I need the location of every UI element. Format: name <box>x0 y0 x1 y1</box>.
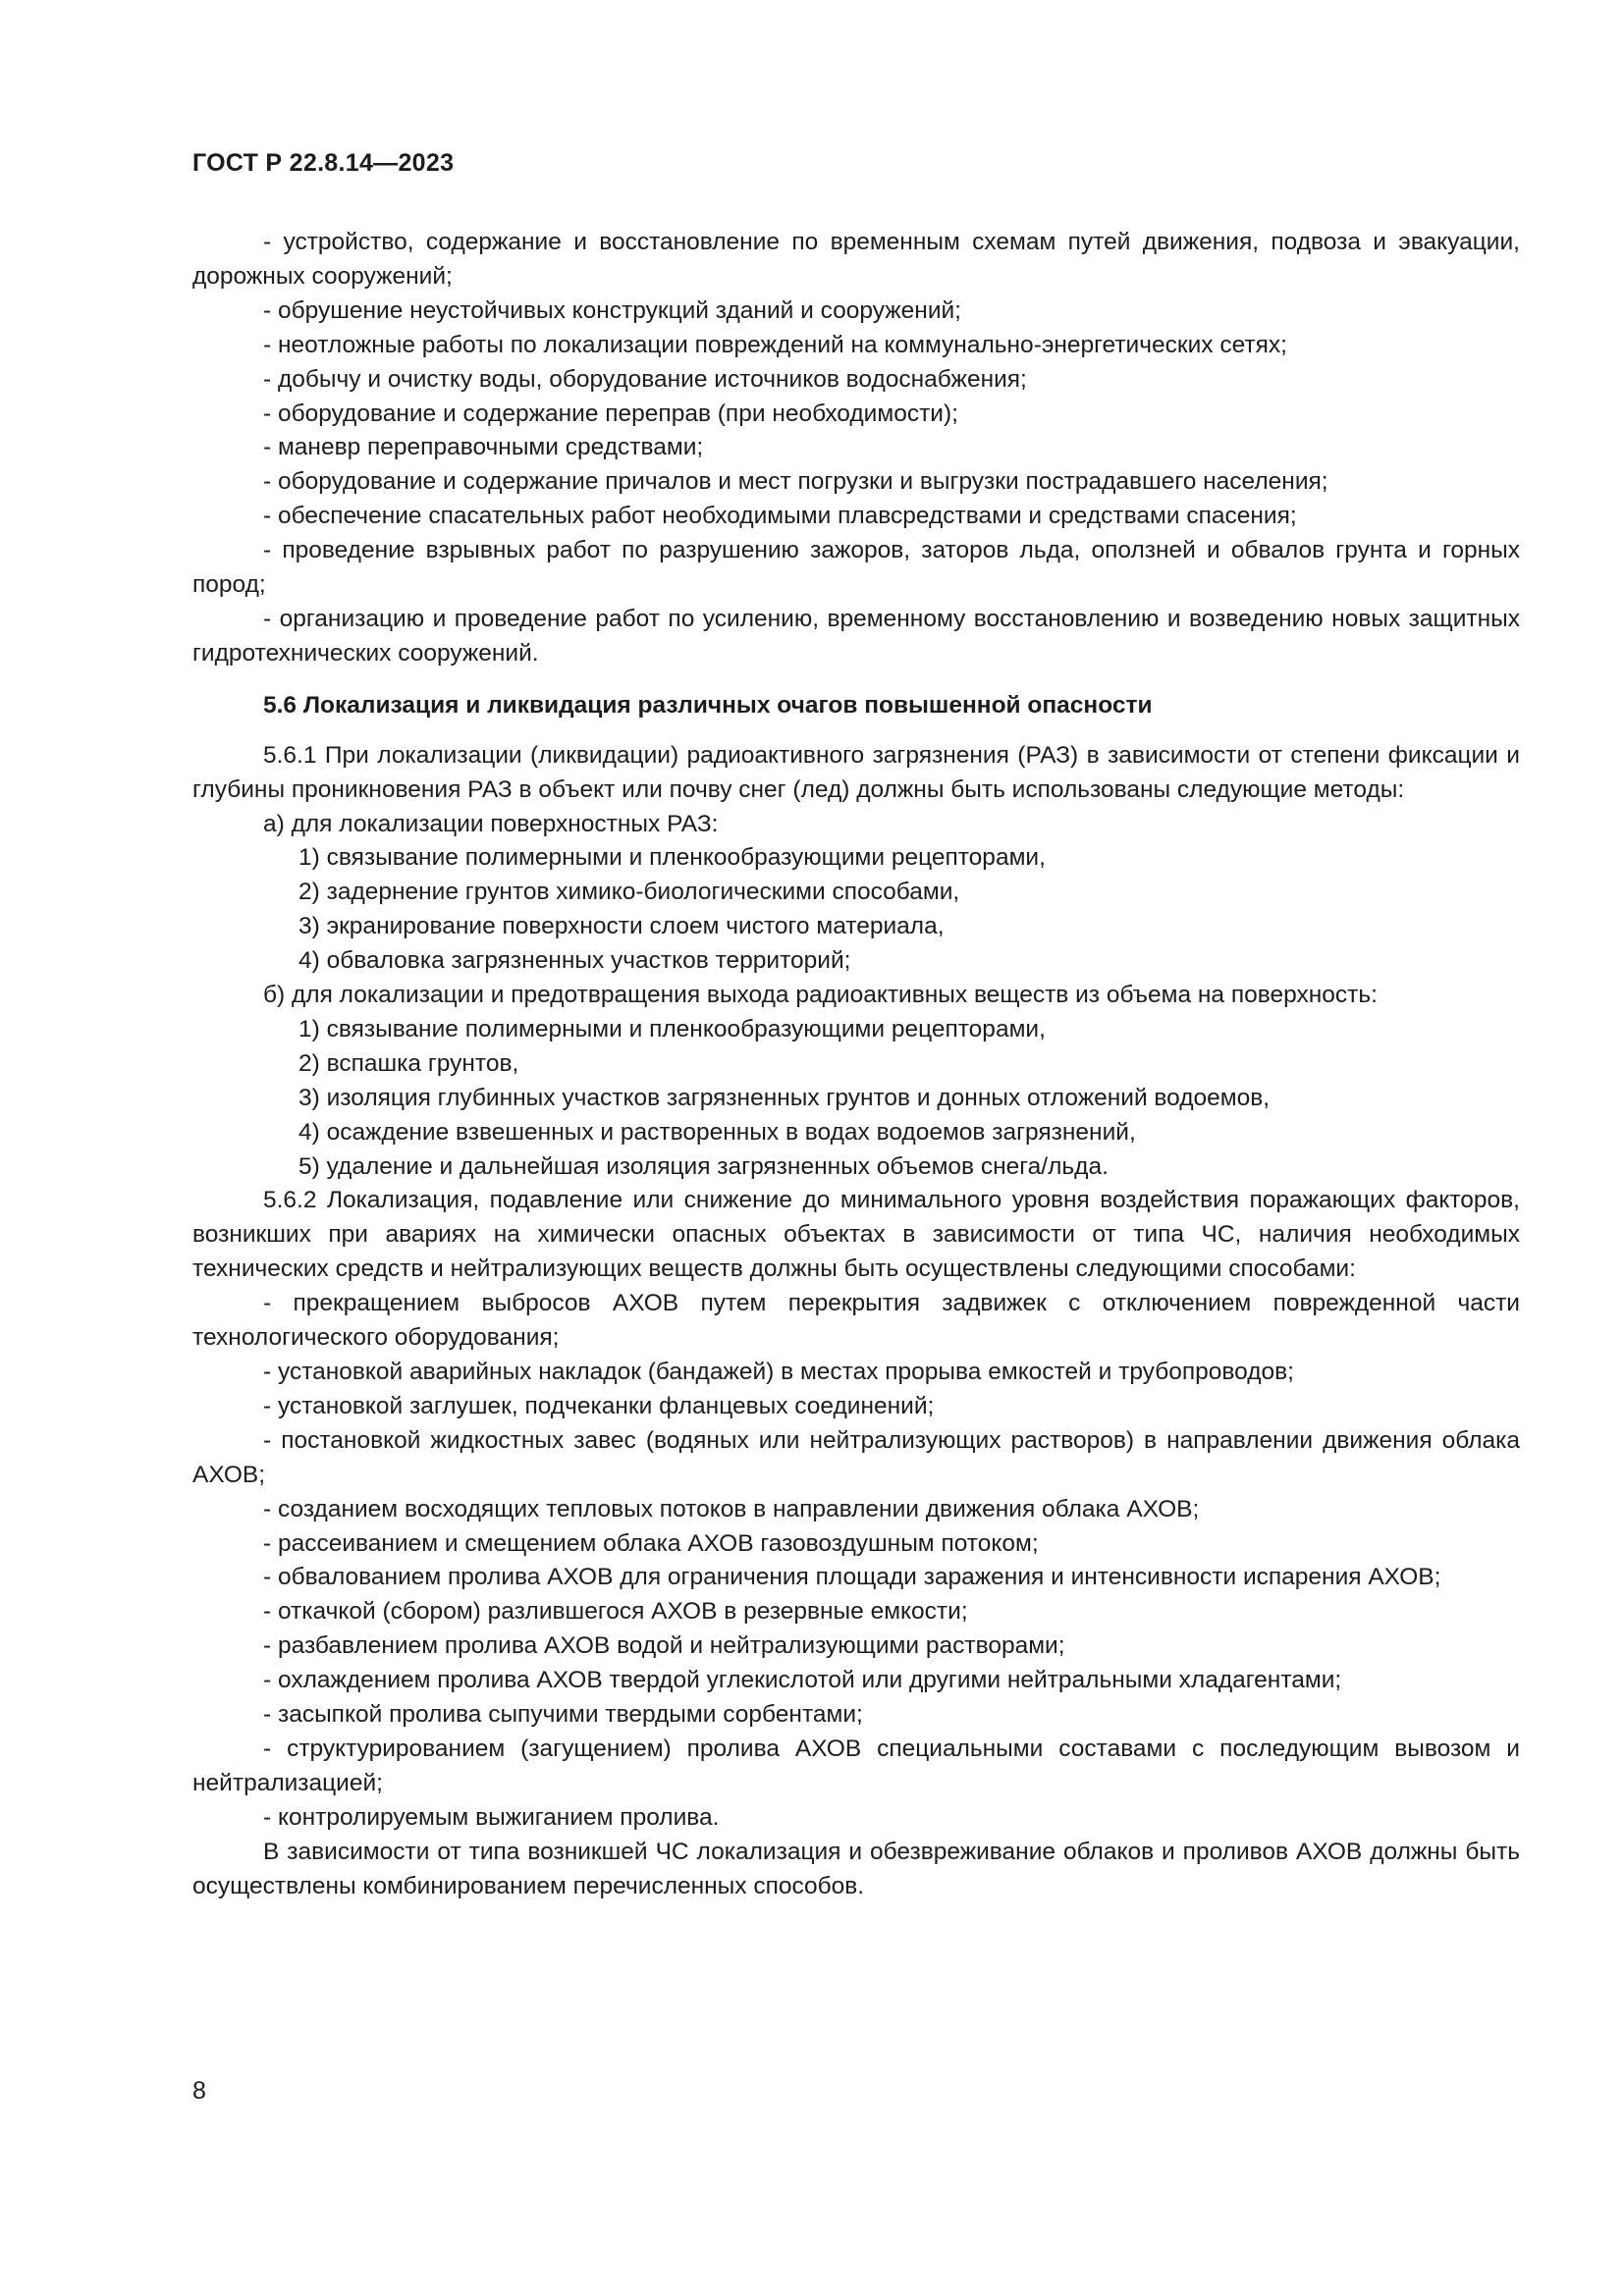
document-code-header: ГОСТ Р 22.8.14—2023 <box>192 149 455 177</box>
list-item: 2) вспашка грунтов, <box>298 1049 519 1077</box>
list-item: - проведение взрывных работ по разрушению зажоров, заторов льда, оползней и обвалов грунта и горных пород; <box>192 537 1520 599</box>
list-item: - установкой заглушек, подчеканки фланцевых соединений; <box>263 1392 935 1419</box>
list-item: - постановкой жидкостных завес (водяных или нейтрализующих растворов) в направлении движения облака АХОВ; <box>192 1426 1520 1488</box>
list-item: - откачкой (сбором) разлившегося АХОВ в резервные емкости; <box>263 1598 968 1626</box>
list-item: 5) удаление и дальнейшая изоляция загрязненных объемов снега/льда. <box>298 1152 1109 1180</box>
list-item: 1) связывание полимерными и пленкообразующими рецепторами, <box>298 1015 1046 1042</box>
list-item: - оборудование и содержание переправ (при необходимости); <box>263 400 958 427</box>
list-item: - неотложные работы по локализации повреждений на коммунально-энергетических сетях; <box>263 331 1287 358</box>
list-item: - организацию и проведение работ по усилению, временному восстановлению и возведению новых защитных гидротехнических сооружений. <box>192 605 1520 667</box>
list-item: - устройство, содержание и восстановление по временным схемам путей движения, подвоза и эвакуации, дорожных сооружений; <box>192 229 1520 290</box>
subclause-b-list <box>192 1013 1520 1185</box>
list-item: 3) изоляция глубинных участков загрязненных грунтов и донных отложений водоемов, <box>298 1084 1271 1111</box>
list-item: 4) обваловка загрязненных участков территорий; <box>298 947 851 975</box>
methods-list <box>192 1287 1520 1836</box>
list-item: - созданием восходящих тепловых потоков в направлении движения облака АХОВ; <box>263 1495 1200 1522</box>
list-item: - обеспечение спасательных работ необходимыми плавсредствами и средствами спасения; <box>263 503 1297 530</box>
clause-5-6-1: 5.6.1 При локализации (ликвидации) радиоактивного загрязнения (РАЗ) в зависимости от степени фиксации и глубины проникновения РАЗ в объект или почву снег (лед) должны быть использованы следующие методы: <box>192 741 1520 803</box>
list-item: - добычу и очистку воды, оборудование источников водоснабжения; <box>263 365 1027 393</box>
list-item: 1) связывание полимерными и пленкообразующими рецепторами, <box>298 844 1046 872</box>
list-item: - структурированием (загущением) пролива АХОВ специальными составами с последующим вывозом и нейтрализацией; <box>192 1735 1520 1796</box>
work-list <box>192 226 1520 671</box>
list-item: 4) осаждение взвешенных и растворенных в водах водоемов загрязнений, <box>298 1118 1136 1146</box>
list-item: - контролируемым выжиганием пролива. <box>263 1803 720 1831</box>
page-content <box>192 226 1520 1904</box>
clause-5-6-2: 5.6.2 Локализация, подавление или снижение до минимального уровня воздействия поражающих факторов, возникших при авариях на химически опасных объектах в зависимости от типа ЧС, наличия необходимых технических средств и нейтрализующих веществ должны быть осуществлены следующими способами: <box>192 1187 1520 1283</box>
subclause-a-list <box>192 841 1520 979</box>
list-item: - прекращением выбросов АХОВ путем перекрытия задвижек с отключением поврежденной части технологического оборудования; <box>192 1290 1520 1352</box>
section-heading-5-6: 5.6 Локализация и ликвидация различных очагов повышенной опасности <box>263 691 1153 719</box>
subclause-b-title: б) для локализации и предотвращения выхода радиоактивных веществ из объема на поверхность: <box>263 982 1378 1009</box>
list-item: 3) экранирование поверхности слоем чистого материала, <box>298 913 945 940</box>
list-item: - охлаждением пролива АХОВ твердой углекислотой или другими нейтральными хладагентами; <box>263 1667 1342 1694</box>
page-number: 8 <box>192 2077 206 2105</box>
list-item: - засыпкой пролива сыпучими твердыми сорбентами; <box>263 1701 863 1729</box>
list-item: - рассеиванием и смещением облака АХОВ газовоздушным потоком; <box>263 1529 1039 1557</box>
subclause-a-title: а) для локализации поверхностных РАЗ: <box>263 810 719 837</box>
closing-paragraph: В зависимости от типа возникшей ЧС локализация и обезвреживание облаков и проливов АХОВ должны быть осуществлены комбинированием перечисленных способов. <box>192 1838 1520 1899</box>
list-item: - маневр переправочными средствами; <box>263 434 704 461</box>
list-item: - разбавлением пролива АХОВ водой и нейтрализующими растворами; <box>263 1632 1065 1660</box>
list-item: - обрушение неустойчивых конструкций зданий и сооружений; <box>263 296 961 324</box>
list-item: - обвалованием пролива АХОВ для ограничения площади заражения и интенсивности испарения АХОВ; <box>263 1564 1441 1591</box>
list-item: 2) задернение грунтов химико-биологическими способами, <box>298 879 960 906</box>
list-item: - оборудование и содержание причалов и мест погрузки и выгрузки пострадавшего населения; <box>263 468 1328 496</box>
list-item: - установкой аварийных накладок (бандажей) в местах прорыва емкостей и трубопроводов; <box>263 1359 1294 1385</box>
